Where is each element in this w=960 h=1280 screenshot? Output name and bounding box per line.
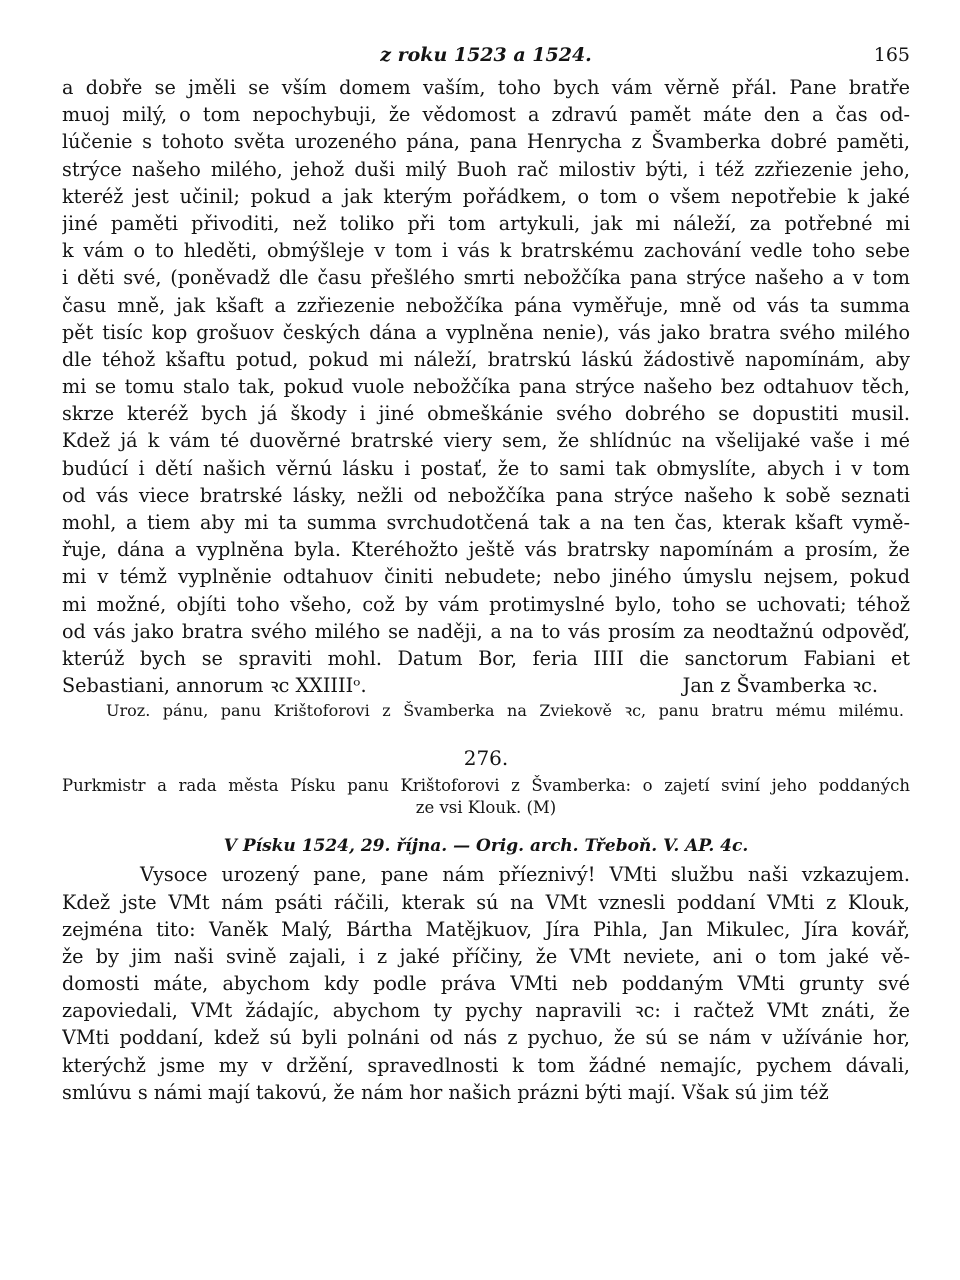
document-page — [62, 40, 910, 1106]
text-line: a dobře se jměli se vším domem vaším, toho bych vám věrně přál. Pane bratře — [62, 76, 910, 99]
page-header — [62, 40, 910, 74]
text-line: Vysoce urozený pane, pane nám příeznivý! VMti službu naši vzkazujem. — [140, 863, 910, 887]
signature: Jan z Švamberka ꝛc. — [682, 674, 878, 698]
text-line: kteréž jest učinil; pokud a jak kterým pořádkem, o tom o všem nepotřebie k jaké — [62, 184, 910, 208]
text-line: času mně, jak kšaft a zzřiezenie nebožčíka pána vyměřuje, mně od vás ta summa — [62, 293, 910, 317]
text-line: zapoviedali, VMt žádajíc, abychom ty pychy napravili ꝛc: i račtež VMt znáti, že — [62, 999, 910, 1023]
text-line: strýce našeho milého, jehož duši milý Buoh rač milostiv býti, i též zzřiezenie jeho, — [62, 157, 910, 181]
heading-line-2: ze vsi Klouk. (M) — [415, 798, 557, 818]
text-line: VMti poddaní, kdež sú byli polnáni od nás z pychuo, že sú se nám v užívánie hor, — [62, 1026, 910, 1050]
closing-date: Sebastiani, annorum ꝛc XXIIIIᵒ. — [62, 674, 367, 698]
text-line: muoj milý, o tom nepochybuji, že vědomost a zdravú pamět máte den a čas od- — [62, 103, 910, 127]
text-line: kterúž bych se spraviti mohl. Datum Bor, feria IIII die sanctorum Fabiani et — [62, 646, 910, 670]
text-line: dle téhož kšaftu potud, pokud mi náleží, bratrskú láskú žádostivě napomínám, aby — [62, 347, 910, 371]
text-line: řuje, dána a vyplněna byla. Kteréhožto ještě vás bratrsky napomínám a prosím, že — [62, 538, 910, 562]
letter-address: Uroz. pánu, panu Krištoforovi z Švamberka na Zviekově ꝛc, panu bratru mému milému. — [106, 701, 904, 721]
text-line: smlúvu s námi mají takovú, že nám hor našich prázni býti mají. Však sú jim též — [62, 1080, 829, 1104]
running-title: z roku 1523 a 1524. — [380, 44, 592, 66]
text-line: mi možné, objíti toho všeho, což by vám protimyslné bylo, toho se uchovati; téhož — [62, 592, 910, 616]
text-line: lúčenie s tohoto světa urozeného pána, pana Henrycha z Švamberka dobré paměti, — [62, 130, 910, 154]
text-line: skrze kteréž bych já škody i jiné obmeškánie svého dobrého se dopustiti musil. — [62, 402, 910, 426]
closing-line — [62, 672, 910, 699]
text-line: budúcí i dětí našich věrnú lásku i postať, že to sami tak obmyslíte, abych i v tom — [62, 456, 910, 480]
text-line: jiné paměti přivoditi, než toliko při tom artykuli, jak mi náleží, za potřebné mi — [62, 211, 910, 235]
text-line: mi se tomu stalo tak, pokud vuole nebožčíka pana strýce našeho bez odtahuov těch, — [62, 375, 910, 399]
text-line: zejména tito: Vaněk Malý, Bártha Matějkuov, Jíra Pihla, Jan Mikulec, Jíra kovář, — [62, 917, 910, 941]
heading-line-1: Purkmistr a rada města Písku panu Krištoforovi z Švamberka: o zajetí sviní jeho poddaných — [62, 776, 910, 796]
letter-275-closing — [62, 672, 910, 699]
text-line: Kdež já k vám té duověrné bratrské viery sem, že shlídnúc na všelijaké vaše i mé — [62, 429, 910, 453]
text-line: kterýchž jsme my v držění, spravedlnosti k tom žádné nemajíc, pychem dávali, — [62, 1053, 910, 1077]
text-line: domosti máte, abychom kdy podle práva VMti neb poddaným VMti grunty své — [62, 972, 910, 996]
page-number: 165 — [873, 44, 910, 66]
text-line: mohl, a tiem aby mi ta summa svrchudotčená tak a na ten čas, kterak kšaft vymě- — [62, 511, 910, 534]
letter-276-body — [62, 861, 910, 1106]
text-line: k vám o to hleděti, obmýšleje v tom i vás k bratrskému zachování vedle toho sebe — [62, 239, 910, 263]
letter-275-body — [62, 74, 910, 672]
text-line: Kdež jste VMt nám psáti ráčili, kterak sú na VMt vznesli poddaní VMti z Klouk, — [62, 890, 910, 914]
document-heading — [62, 775, 910, 819]
text-line: od vás jako bratra svého milého se naději, a na to vás prosím za neodtažnú odpověď, — [62, 619, 910, 643]
text-line: i děti své, (poněvadž dle času přešlého smrti nebožčíka pana strýce našeho a v tom — [62, 266, 910, 290]
text-line: že by jim naši svině zajali, i z jaké příčiny, že VMt neviete, ani o tom jaké vě- — [62, 944, 910, 968]
document-source: V Písku 1524, 29. října. — Orig. arch. Třeboň. V. AP. 4c. — [223, 836, 749, 857]
text-line: mi v témž vyplněnie odtahuov činiti nebudete; nebo jiného úmyslu nejsem, pokud — [62, 565, 910, 589]
text-line: od vás viece bratrské lásky, nežli od nebožčíka pana strýce našeho k sobě seznati — [62, 483, 910, 507]
text-line: pět tisíc kop grošuov českých dána a vyplněna nenie), vás jako bratra svého milého — [62, 320, 910, 344]
document-number: 276. — [463, 746, 509, 771]
